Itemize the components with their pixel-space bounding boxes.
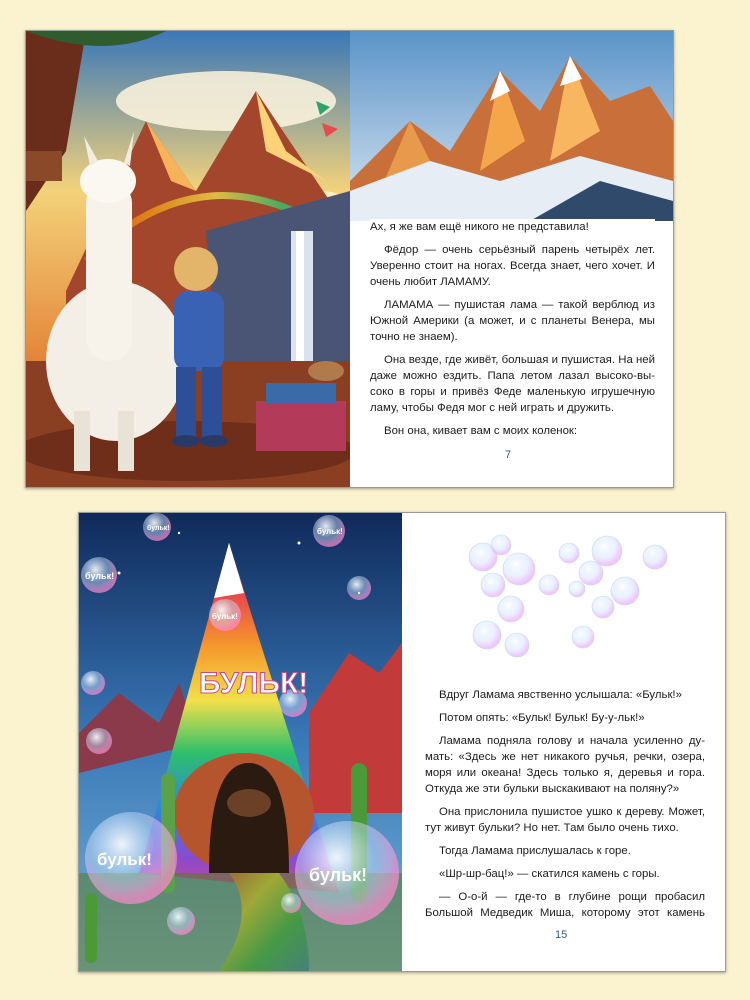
text-page-15 (425, 687, 705, 922)
paragraph: Тогда Ламама прислушалась к горе. (439, 845, 631, 857)
paragraph: Ламама подняла голову и начала усиленно ду- мать: «Здесь же нет никакого ручья, речки, озера, моря или океана! Здесь только я, деревья и гора. Откуда же эти бульки выскакивают на поляну?» (425, 735, 705, 795)
bubble-label: бульк! (97, 850, 152, 869)
paragraph: — О-о-й — где-то в глубине рощи пробасил Большой Медведик Миша, которому этот камень (425, 891, 705, 919)
text-page-7 (370, 219, 655, 439)
bubble-label: бульк! (309, 865, 368, 885)
page-number: 15 (555, 929, 568, 941)
paragraph: Она прислонила пушистое ушко к дереву. Может, тут живут бульки? Но нет. Там было очень тихо. (425, 806, 705, 834)
book-spread-2 (78, 512, 726, 972)
rainbow-mountain-illustration (79, 513, 402, 971)
bubble (347, 576, 371, 600)
paragraph: Вон она, кивает вам с моих коленок: (384, 425, 578, 437)
paragraph: «Шр-шр-бац!» — скатился камень с горы. (439, 868, 660, 880)
bubble-label: бульк! (212, 612, 238, 621)
bubbles-illustration (457, 527, 683, 667)
paragraph: Вдруг Ламама явственно услышала: «Бульк!» (439, 689, 682, 701)
paragraph: Ах, я же вам ещё никого не представила! (370, 221, 589, 233)
page-number: 7 (505, 449, 512, 461)
paragraph: Фёдор — очень серьёзный парень четырёх лет. Уверенно стоит на ногах. Всегда знает, чего хочет. И очень любит ЛАМАМУ. (370, 244, 655, 288)
bubble-label: бульк! (317, 527, 343, 536)
bubble-label: бульк! (85, 571, 115, 581)
big-sound-text: БУЛЬК! (199, 667, 309, 700)
book-spread-1 (25, 30, 674, 488)
bubble-label: бульк! (147, 525, 170, 532)
paragraph: Потом опять: «Бульк! Бульк! Бу-у-льк!» (439, 712, 645, 724)
paragraph: ЛАМАМА — пушистая лама — такой верблюд из Южной Америки (а может, и с планеты Венера, мы точно не знаем). (370, 299, 655, 343)
llama-boy-illustration (26, 31, 350, 487)
bubble (167, 907, 195, 935)
bubble (281, 893, 301, 913)
paragraph: Она везде, где живёт, большая и пушистая. На ней даже можно ездить. Папа летом лазал высоко-вы- соко в горы и привёз Феде маленькую игрушечную ламу, чтобы Федя мог с ней играть и дружить. (370, 354, 655, 414)
mountains-illustration (350, 31, 673, 221)
bubble (86, 728, 112, 754)
bubble (81, 671, 105, 695)
